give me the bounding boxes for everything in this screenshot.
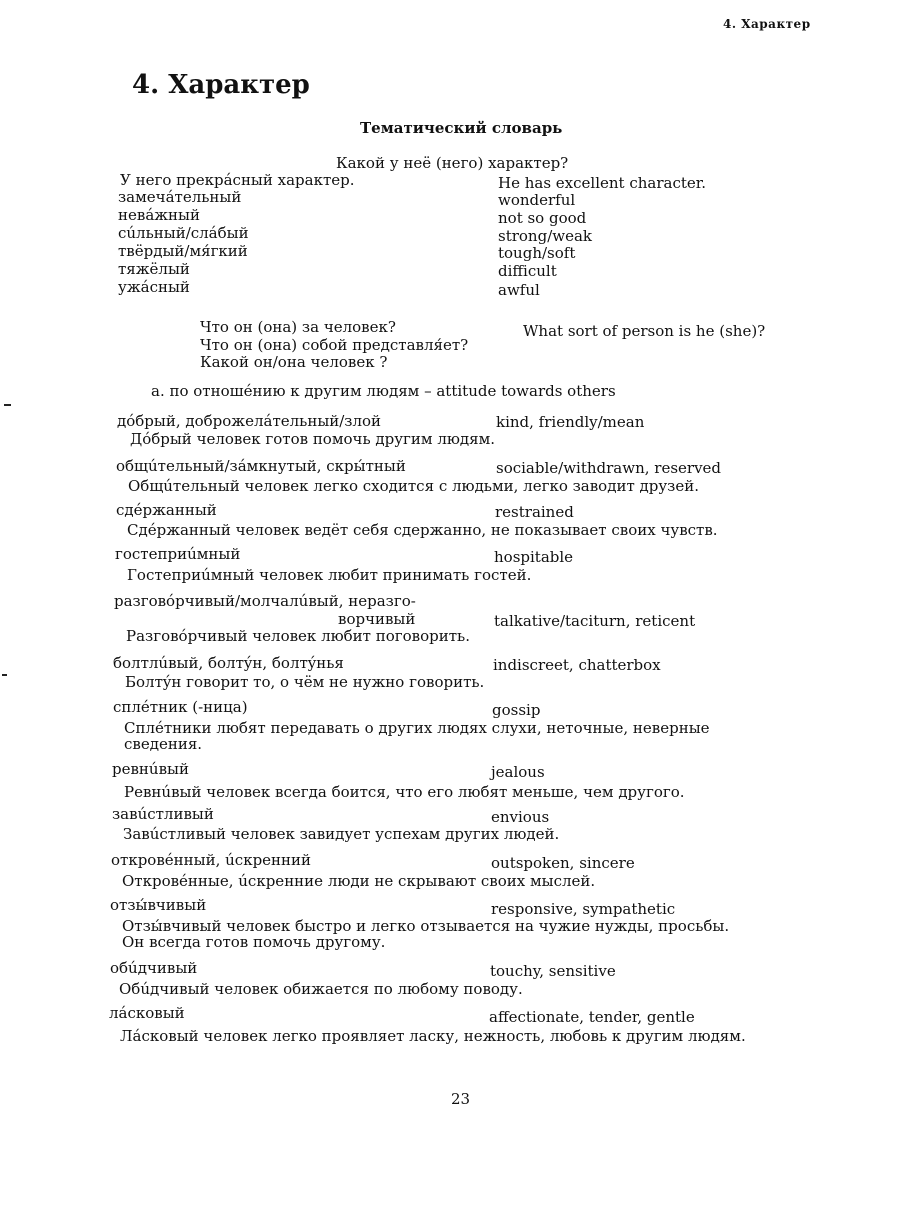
entry-term: лáсковый [109, 1004, 185, 1022]
vocab-en: difficult [498, 262, 557, 280]
person-question-en: What sort of person is he (she)? [523, 322, 766, 340]
vocab-en: tough/soft [498, 244, 576, 262]
scan-mark [2, 674, 7, 676]
entry-translation: outspoken, sincere [491, 854, 635, 872]
entry-translation: sociable/withdrawn, reserved [496, 459, 722, 477]
entry-translation: envious [491, 808, 550, 826]
entry-example: Завúстливый человек завидует успехам других людей. [123, 825, 560, 843]
entry-example: Разговóрчивый человек любит поговорить. [126, 627, 470, 645]
vocab-ru: ужáсный [118, 278, 190, 296]
entry-example: сведения. [124, 735, 203, 753]
entry-example: Гостеприúмный человек любит принимать гостей. [127, 566, 532, 584]
entry-term: сдéржанный [116, 501, 217, 519]
entry-example: Откровéнные, úскренние люди не скрывают своих мыслей. [122, 872, 596, 890]
entry-translation: restrained [495, 503, 574, 521]
vocab-en: wonderful [498, 191, 576, 209]
entry-translation: touchy, sensitive [490, 962, 616, 980]
entry-term: общúтельный/зáмкнутый, скры́тный [116, 457, 406, 475]
entry-term: откровéнный, úскренний [111, 851, 312, 869]
vocab-ru: сúльный/слáбый [118, 224, 249, 242]
entry-translation: kind, friendly/mean [496, 413, 645, 431]
entry-term: отзы́вчивый [110, 896, 207, 914]
entry-term-continued: ворчивый [338, 610, 416, 628]
entry-example: Болтýн говорит то, о чём не нужно говорить. [125, 673, 485, 691]
vocab-en: awful [498, 281, 540, 299]
entry-term: разговóрчивый/молчалúвый, неразго- [114, 592, 416, 610]
entry-translation: responsive, sympathetic [491, 900, 676, 918]
vocab-ru: У него прекрáсный характер. [120, 171, 355, 189]
person-question: Какой он/она человек ? [200, 353, 388, 371]
entry-term: болтлúвый, болтýн, болтýнья [113, 654, 344, 672]
entry-term: ревнúвый [112, 760, 189, 778]
entry-translation: jealous [491, 763, 545, 781]
entry-translation: gossip [492, 701, 541, 719]
question-character: Какой у неё (него) характер? [336, 154, 569, 172]
entry-translation: talkative/taciturn, reticent [494, 612, 696, 630]
entry-example: Он всегда готов помочь другому. [122, 933, 386, 951]
entry-term: завúстливый [112, 805, 214, 823]
entry-translation: affectionate, tender, gentle [489, 1008, 695, 1026]
vocab-ru: замечáтельный [118, 188, 242, 206]
entry-example: Отзы́вчивый человек быстро и легко отзывается на чужие нужды, просьбы. [122, 917, 730, 935]
entry-example: Дóбрый человек готов помочь другим людям. [130, 430, 496, 448]
page-number: 23 [451, 1090, 471, 1108]
entry-term: дóбрый, доброжелáтельный/злой [117, 412, 382, 430]
entry-example: Сдéржанный человек ведёт себя сдержанно, не показывает своих чувств. [127, 521, 718, 539]
vocab-en: not so good [498, 209, 587, 227]
subsection-heading: а. по отношéнию к другим людям – attitude towards others [151, 382, 616, 400]
entry-example: Сплéтники любят передавать о других людях слухи, неточные, неверные [124, 719, 710, 737]
entry-example: Обúдчивый человек обижается по любому поводу. [119, 980, 523, 998]
entry-example: Лáсковый человек легко проявляет ласку, нежность, любовь к другим людям. [120, 1027, 746, 1045]
vocab-en: He has excellent character. [498, 174, 707, 192]
person-question: Что он (она) за человек? [200, 318, 396, 336]
person-question: Что он (она) собой представля́ет? [200, 336, 469, 354]
section-title: Тематический словарь [360, 119, 563, 137]
vocab-ru: тяжёлый [118, 260, 190, 278]
entry-term: сплéтник (-ница) [113, 698, 248, 716]
entry-example: Ревнúвый человек всегда боится, что его любят меньше, чем другого. [124, 783, 685, 801]
chapter-title: 4. Характер [132, 70, 310, 100]
entry-translation: hospitable [494, 548, 574, 566]
vocab-ru: невáжный [118, 206, 200, 224]
running-head: 4. Характер [723, 17, 811, 31]
vocab-ru: твёрдый/мя́гкий [118, 242, 248, 260]
entry-example: Общúтельный человек легко сходится с людьми, легко заводит друзей. [128, 477, 700, 495]
entry-term: гостеприúмный [115, 545, 241, 563]
entry-term: обúдчивый [110, 959, 198, 977]
entry-translation: indiscreet, chatterbox [493, 656, 661, 674]
scan-mark [4, 404, 11, 406]
vocab-en: strong/weak [498, 227, 592, 245]
